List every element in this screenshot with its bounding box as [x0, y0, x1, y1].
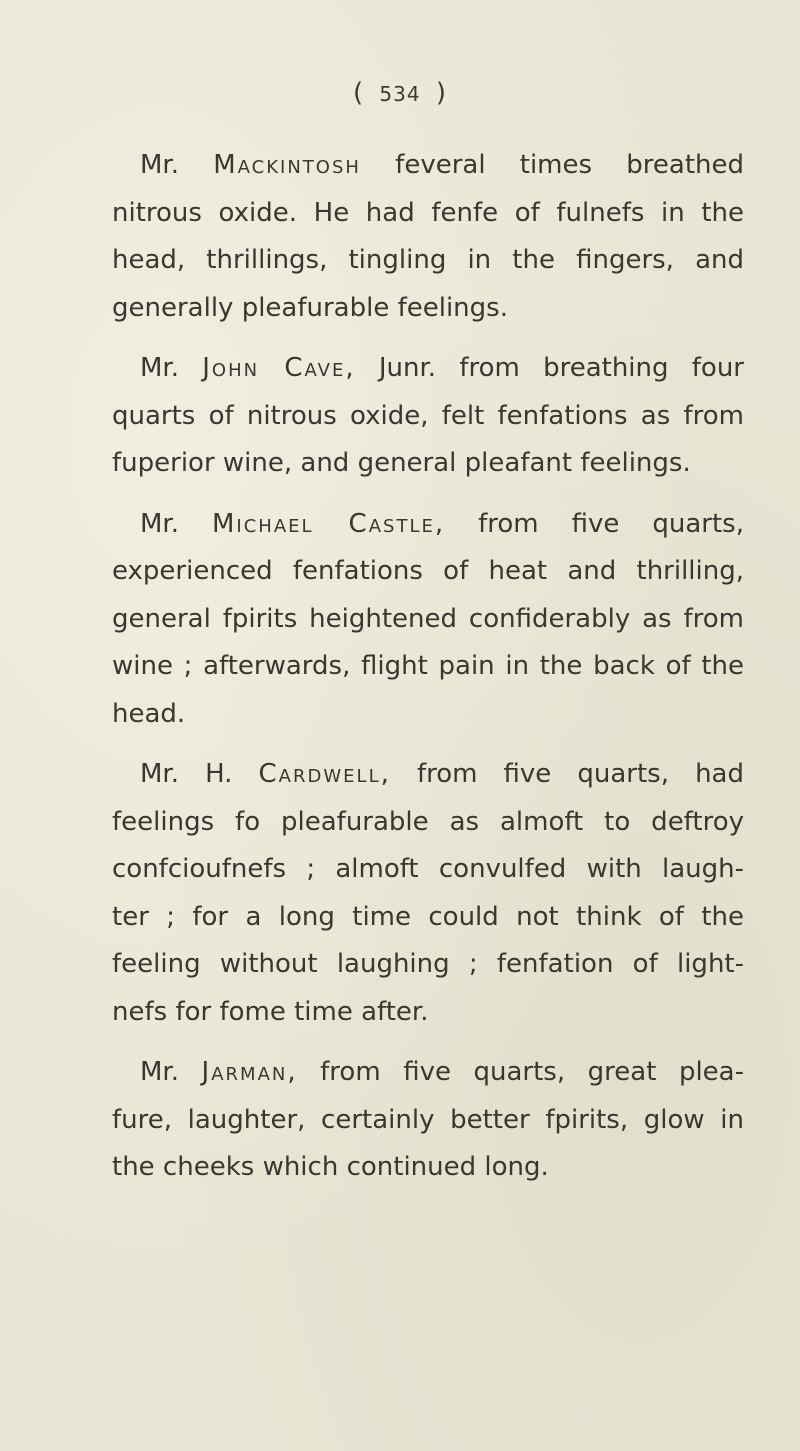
line-prefix: Mr.: [140, 1057, 202, 1087]
text-line: [112, 501, 744, 549]
text-line: feelings fo pleafurable as almoft to deftroy: [112, 806, 744, 837]
page-number-digits: 534: [379, 82, 421, 106]
line-prefix: Mr.: [140, 150, 214, 180]
text-line: experienced fenfations of heat and thrilling,: [112, 556, 744, 586]
person-name: John Cave,: [202, 353, 356, 383]
paragraph-michael-castle: [112, 501, 744, 739]
text-line: head, thrillings, tingling in the fingers, and: [112, 245, 744, 275]
text-line: [112, 1049, 744, 1097]
line-prefix: Mr.: [140, 508, 212, 539]
text-line: fuperior wine, and general pleafant feelings.: [112, 448, 691, 478]
line-rest: from five quarts, great plea-: [297, 1057, 744, 1087]
text-line: confcioufnefs ; almoft convulfed with laugh-: [112, 854, 744, 884]
page-number-open-paren: (: [352, 78, 365, 108]
line-rest: feveral times breathed: [360, 150, 745, 180]
text-line: the cheeks which continued long.: [112, 1152, 549, 1182]
text-line: nitrous oxide. He had fenfe of fulnefs in the: [112, 197, 744, 228]
body-text: [112, 142, 744, 1205]
text-line: [112, 751, 744, 799]
line-prefix: Mr. H.: [140, 759, 259, 789]
person-name: Jarman,: [201, 1057, 298, 1087]
paragraph-mackintosh: [112, 142, 744, 332]
text-line: wine ; afterwards, flight pain in the back of the: [112, 651, 744, 681]
text-line: feeling without laughing ; fenfation of light-: [112, 949, 744, 979]
text-line: general fpirits heightened confiderably as from: [112, 603, 744, 634]
paragraph-john-cave: [112, 345, 744, 488]
text-line: nefs for fome time after.: [112, 996, 429, 1027]
text-line: quarts of nitrous oxide, felt fenfations as from: [112, 400, 744, 431]
text-line: generally pleafurable feelings.: [112, 292, 508, 323]
line-rest: from five quarts,: [445, 508, 744, 539]
person-name: Cardwell,: [258, 759, 391, 789]
line-prefix: Mr.: [140, 353, 203, 383]
text-line: head.: [112, 698, 186, 729]
text-line: [112, 142, 744, 190]
person-name: Mackintosh: [213, 150, 361, 180]
text-line: [112, 345, 744, 393]
line-rest: from five quarts, had: [390, 759, 744, 789]
paragraph-cardwell: [112, 751, 744, 1036]
text-line: ter ; for a long time could not think of the: [112, 901, 744, 932]
line-rest: Junr. from breathing four: [355, 353, 744, 383]
paragraph-jarman: [112, 1049, 744, 1192]
person-name: Michael Castle,: [212, 508, 446, 539]
page-number-close-paren: ): [435, 78, 448, 108]
text-line: fure, laughter, certainly better fpirits, glow in: [112, 1104, 744, 1135]
page-number: [0, 78, 800, 108]
